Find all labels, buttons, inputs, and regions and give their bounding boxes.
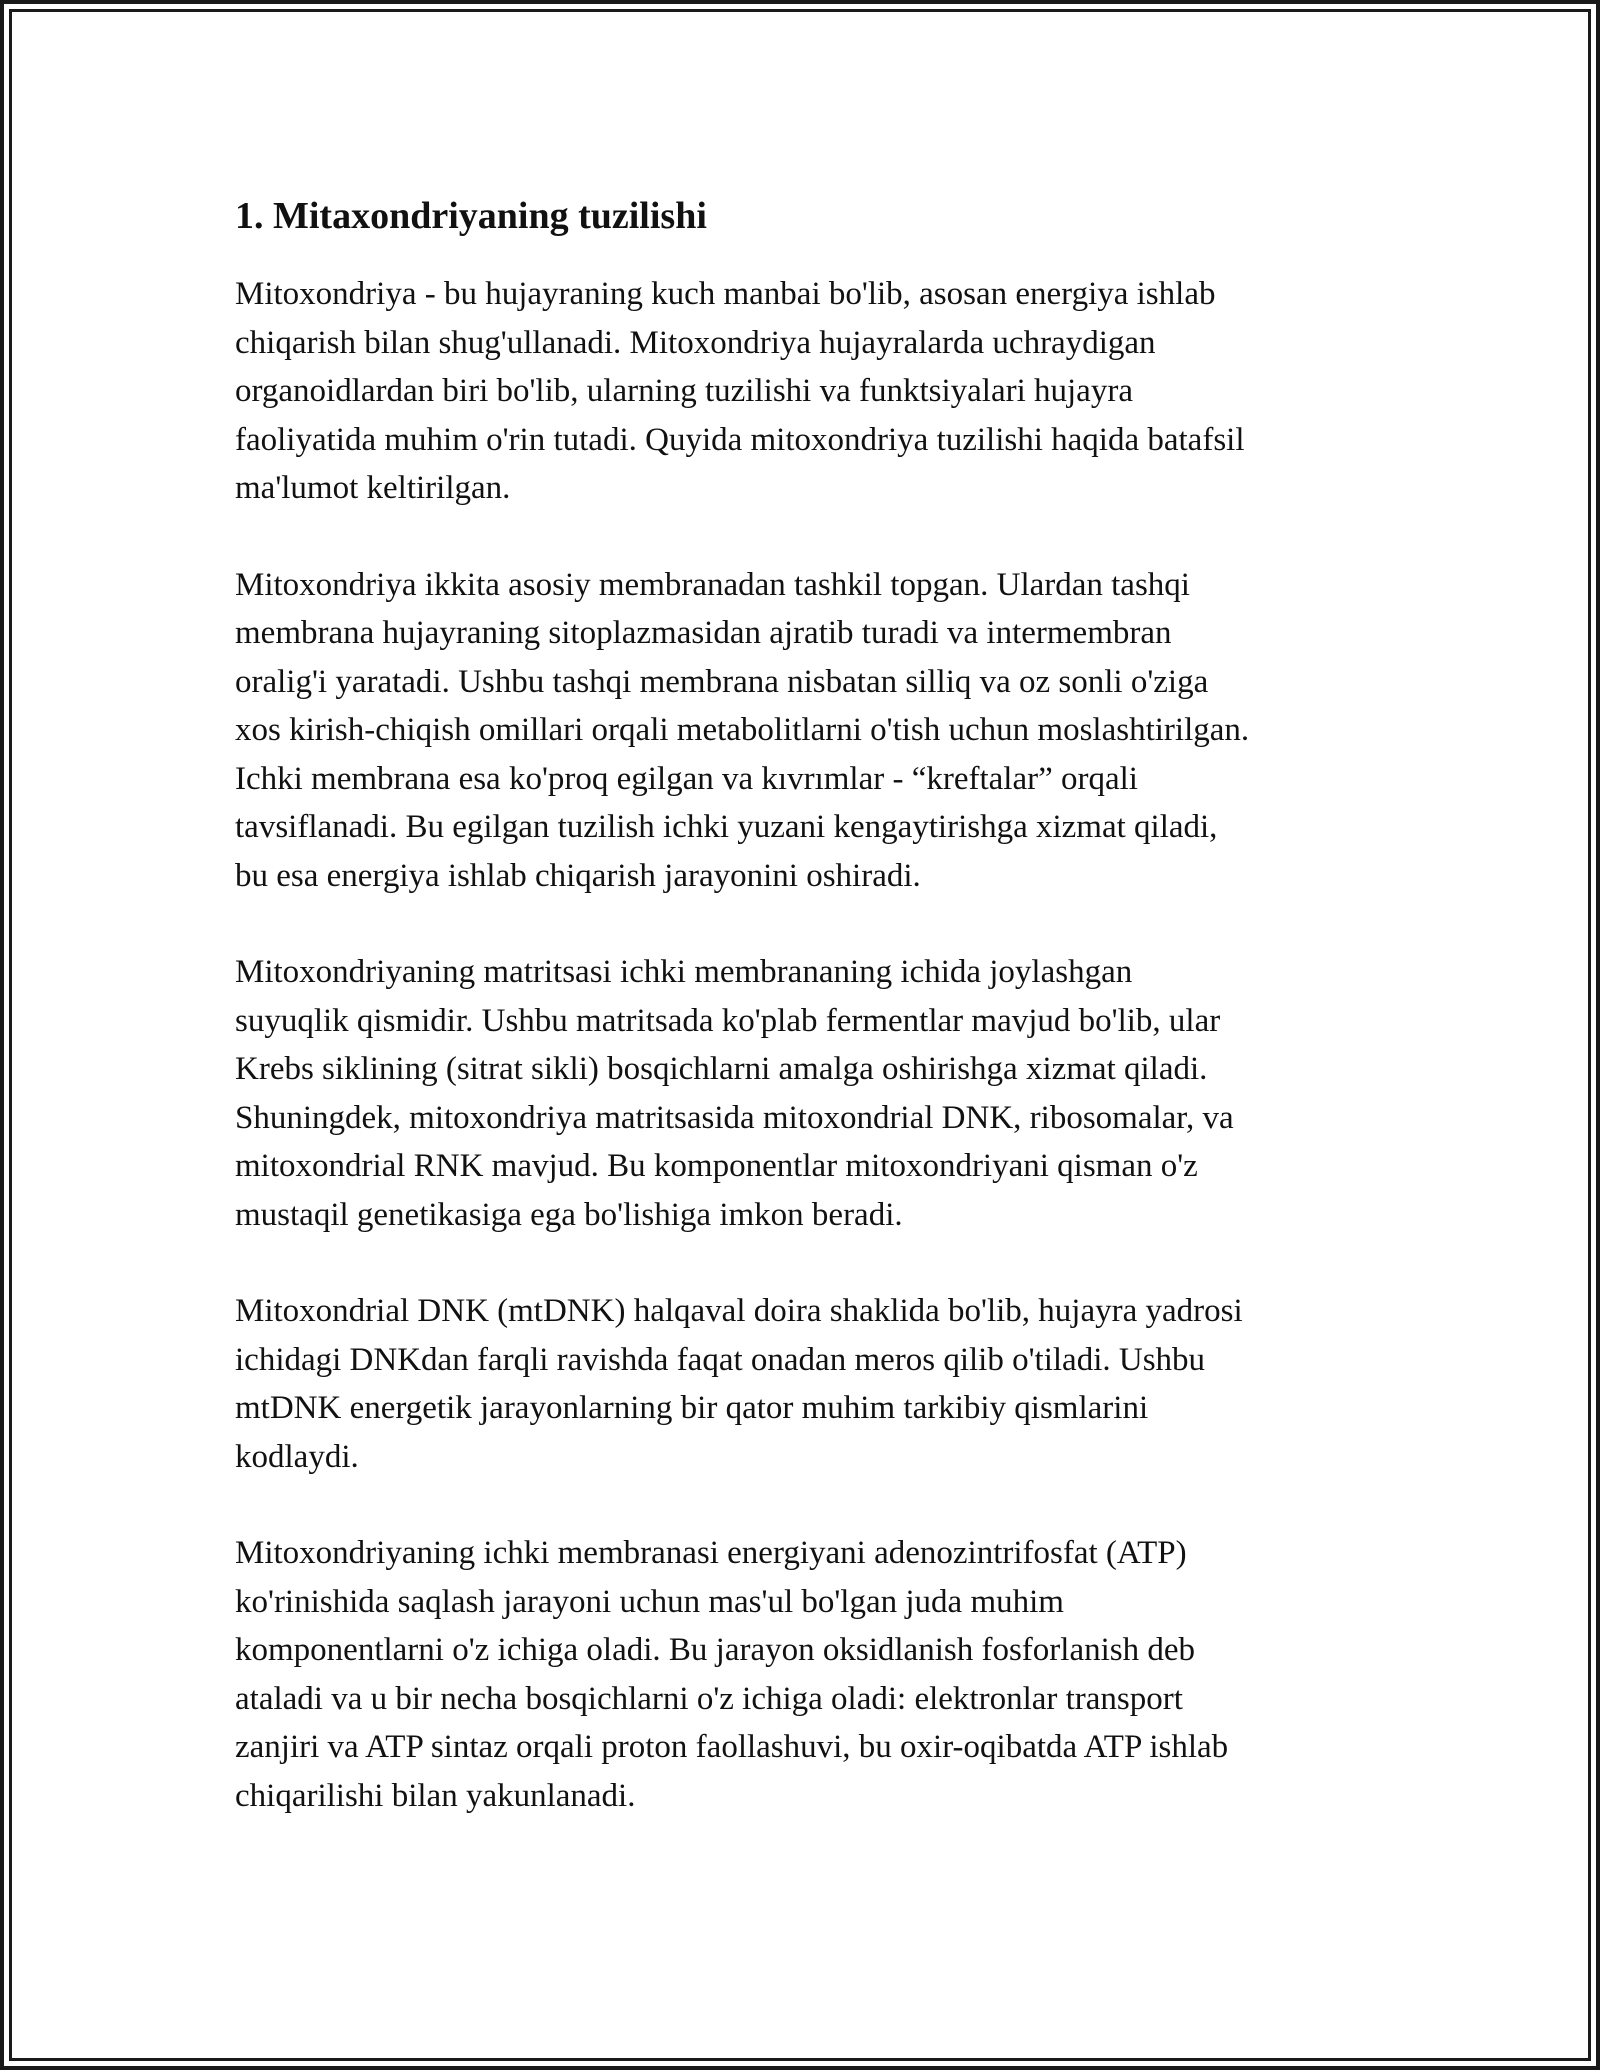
- text-line: zanjiri va ATP sintaz orqali proton faollashuvi, bu oxir-oqibatda ATP ishlab: [235, 1729, 1229, 1765]
- paragraph-4: [235, 1287, 1375, 1481]
- text-line: mustaqil genetikasiga ega bo'lishiga imkon beradi.: [235, 1196, 903, 1233]
- text-line: Mitoxondrial DNK (mtDNK) halqaval doira shaklida bo'lib, hujayra yadrosi: [235, 1293, 1243, 1329]
- text-line: membrana hujayraning sitoplazmasidan ajratib turadi va intermembran: [235, 615, 1172, 651]
- text-line: mtDNK energetik jarayonlarning bir qator muhim tarkibiy qismlarini: [235, 1390, 1149, 1426]
- text-line: oralig'i yaratadi. Ushbu tashqi membrana nisbatan silliq va oz sonli o'ziga: [235, 663, 1209, 700]
- paragraph-3: [235, 948, 1375, 1239]
- text-line: Ichki membrana esa ko'proq egilgan va kıvrımlar - “kreftalar” orqali: [235, 760, 1138, 797]
- text-line: faoliyatida muhim o'rin tutadi. Quyida mitoxondriya tuzilishi haqida batafsil: [235, 421, 1245, 458]
- text-line: chiqarilishi bilan yakunlanadi.: [235, 1777, 636, 1814]
- text-line: ko'rinishida saqlash jarayoni uchun mas'ul bo'lgan juda muhim: [235, 1583, 1064, 1620]
- text-line: komponentlarni o'z ichiga oladi. Bu jarayon oksidlanish fosforlanish deb: [235, 1632, 1195, 1668]
- text-line: xos kirish-chiqish omillari orqali metabolitlarni o'tish uchun moslashtirilgan.: [235, 712, 1250, 748]
- section-heading: 1. Mitaxondriyaning tuzilishi: [235, 195, 707, 237]
- text-line: Mitoxondriyaning matritsasi ichki membrananing ichida joylashgan: [235, 954, 1133, 990]
- text-line: bu esa energiya ishlab chiqarish jarayonini oshiradi.: [235, 857, 921, 894]
- paragraph-2: [235, 561, 1375, 901]
- text-line: Mitoxondriya ikkita asosiy membranadan tashkil topgan. Ulardan tashqi: [235, 566, 1190, 603]
- paragraph-1: [235, 270, 1375, 513]
- text-line: ichidagi DNKdan farqli ravishda faqat onadan meros qilib o'tiladi. Ushbu: [235, 1341, 1206, 1378]
- text-line: mitoxondrial RNK mavjud. Bu komponentlar mitoxondriyani qisman o'z: [235, 1148, 1198, 1184]
- text-line: organoidlardan biri bo'lib, ularning tuzilishi va funktsiyalari hujayra: [235, 373, 1133, 409]
- text-line: suyuqlik qismidir. Ushbu matritsada ko'plab fermentlar mavjud bo'lib, ular: [235, 1002, 1221, 1039]
- text-line: tavsiflanadi. Bu egilgan tuzilish ichki yuzani kengaytirishga xizmat qiladi,: [235, 809, 1218, 845]
- paragraph-5: [235, 1529, 1375, 1820]
- text-line: Mitoxondriyaning ichki membranasi energiyani adenozintrifosfat (ATP): [235, 1535, 1187, 1571]
- text-line: Mitoxondriya - bu hujayraning kuch manbai bo'lib, asosan energiya ishlab: [235, 276, 1216, 312]
- text-line: chiqarish bilan shug'ullanadi. Mitoxondriya hujayralarda uchraydigan: [235, 324, 1156, 361]
- text-line: Krebs siklining (sitrat sikli) bosqichlarni amalga oshirishga xizmat qiladi.: [235, 1051, 1208, 1087]
- document-body: [235, 188, 1375, 1868]
- text-line: ataladi va u bir necha bosqichlarni o'z ichiga oladi: elektronlar transport: [235, 1680, 1183, 1717]
- text-line: Shuningdek, mitoxondriya matritsasida mitoxondrial DNK, ribosomalar, va: [235, 1099, 1234, 1136]
- text-line: ma'lumot keltirilgan.: [235, 470, 511, 506]
- text-line: kodlaydi.: [235, 1438, 359, 1475]
